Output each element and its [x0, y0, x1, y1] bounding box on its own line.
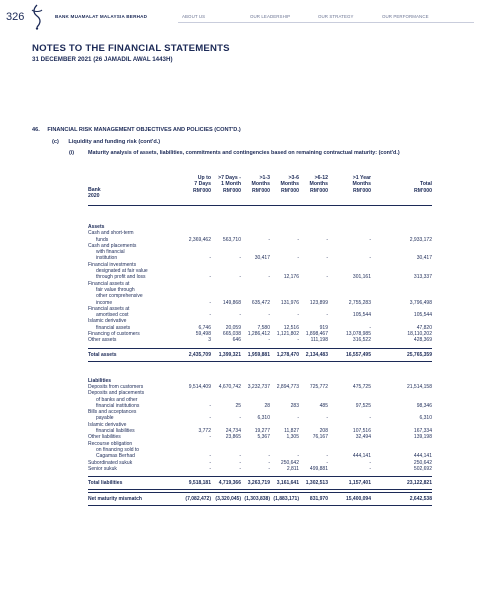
cell-value: 105,544	[352, 312, 371, 319]
corner-bank: Bank	[88, 187, 101, 193]
cell-value: 6,310	[419, 415, 432, 422]
cell-value: -	[209, 434, 211, 441]
cell-value: 32,494	[355, 434, 371, 441]
total-assets-row	[88, 348, 432, 362]
cell-value: 4,719,366	[218, 480, 241, 487]
row-label: Islamic derivative	[88, 318, 127, 325]
cell-value: 3,263,719	[247, 480, 270, 487]
row-label: amortised cost	[96, 312, 129, 319]
cell-value: 23,122,821	[406, 480, 432, 487]
cell-value: 502,692	[413, 465, 432, 472]
cell-value: -	[297, 337, 299, 344]
section-title: FINANCIAL RISK MANAGEMENT OBJECTIVES AND POLICIES (CONT'D.)	[47, 127, 241, 133]
cell-value: 111,198	[310, 337, 328, 344]
cell-value: 149,868	[222, 299, 241, 306]
cell-value: -	[326, 453, 328, 460]
column-header-line: 7 Days	[194, 181, 211, 188]
row-label: Financial assets at	[88, 305, 130, 312]
column-header-line: RM'000	[414, 187, 432, 194]
cell-value: 1,399,321	[218, 351, 241, 358]
subsection-label: (c)	[52, 139, 59, 145]
cell-value: 98,346	[416, 402, 432, 409]
cell-value: 2,933,172	[409, 236, 432, 243]
cell-value: 123,899	[309, 299, 328, 306]
cell-value: 1,121,802	[276, 331, 299, 338]
column-header-line: RM'000	[310, 187, 328, 194]
total-label: Net maturity mismatch	[88, 496, 142, 503]
cell-value: 139,198	[413, 434, 432, 441]
cell-value: 665,038	[222, 331, 241, 338]
cell-value: 20,059	[225, 324, 241, 331]
cell-value: 635,472	[251, 299, 270, 306]
cell-value: -	[268, 312, 270, 319]
cell-value: -	[209, 415, 211, 422]
cell-value: 7,580	[257, 324, 270, 331]
bank-logo-icon	[29, 4, 45, 30]
page-header	[0, 0, 480, 36]
nav-about-us[interactable]: ABOUT US	[182, 14, 206, 19]
table-row	[88, 243, 432, 262]
cell-value: 9,514,409	[188, 383, 211, 390]
cell-value: -	[209, 453, 211, 460]
cell-value: 475,725	[352, 383, 371, 390]
cell-value: 444,141	[352, 453, 371, 460]
subsubsection-label: (i)	[69, 150, 75, 156]
section-heading	[32, 127, 241, 133]
cell-value: 250,642	[280, 459, 299, 466]
column-header-line: RM'000	[193, 187, 211, 194]
table-row	[88, 306, 432, 319]
cell-value: -	[297, 453, 299, 460]
row-label: Financial investments	[88, 261, 137, 268]
cell-value: 2,435,709	[188, 351, 211, 358]
cell-value: 19,277	[254, 428, 270, 435]
page-subtitle: 31 DECEMBER 2021 (26 JAMADIL AWAL 1443H)	[32, 56, 173, 63]
cell-value: -	[209, 274, 211, 281]
cell-value: 24,734	[225, 428, 241, 435]
cell-value: 283	[290, 402, 299, 409]
cell-value: 3,161,641	[276, 480, 299, 487]
column-header-line: Months	[309, 181, 328, 188]
row-label: Bills and acceptances	[88, 409, 137, 416]
column-header	[396, 175, 432, 194]
cell-value: 5,367	[257, 434, 270, 441]
row-label: financial institutions	[96, 402, 140, 409]
cell-value: -	[326, 255, 328, 262]
column-header-line: RM'000	[223, 187, 241, 194]
column-header-line: Months	[280, 181, 299, 188]
cell-value: 563,710	[222, 236, 241, 243]
cell-value: -	[268, 337, 270, 344]
cell-value: 25,765,359	[406, 351, 432, 358]
cell-value: -	[209, 459, 211, 466]
column-header-line: >1-3	[259, 175, 270, 181]
header-divider	[178, 22, 474, 23]
section-number: 46.	[32, 127, 40, 133]
table-row	[88, 422, 432, 435]
cell-value: -	[268, 465, 270, 472]
row-label: Islamic derivative	[88, 421, 127, 428]
cell-value: 1,278,470	[276, 351, 299, 358]
cell-value: 30,417	[416, 255, 432, 262]
cell-value: 23,865	[225, 434, 241, 441]
cell-value: -	[369, 459, 371, 466]
cell-value: 76,167	[312, 434, 328, 441]
cell-value: 47,820	[416, 324, 432, 331]
column-header-line: 1 Month	[221, 181, 241, 188]
table-row	[88, 318, 432, 331]
row-label: on financing sold to	[96, 446, 140, 453]
cell-value: 59,498	[195, 331, 211, 338]
cell-value: -	[239, 453, 241, 460]
cell-value: -	[209, 299, 211, 306]
row-label: with financial	[96, 249, 125, 256]
cell-value: 16,557,495	[345, 351, 371, 358]
row-label: institution	[96, 255, 118, 262]
row-label: Recourse obligation	[88, 440, 133, 447]
cell-value: -	[326, 312, 328, 319]
table-row	[88, 466, 432, 472]
cell-value: -	[209, 465, 211, 472]
row-label: payable	[96, 415, 114, 422]
column-header-line: >3-6	[288, 175, 299, 181]
column-header-line: Months	[352, 181, 371, 188]
row-label: designated at fair value	[96, 268, 148, 275]
row-label: funds	[96, 236, 109, 243]
cell-value: -	[239, 312, 241, 319]
table-row	[88, 281, 432, 306]
cell-value: 30,417	[254, 255, 270, 262]
cell-value: 428,369	[413, 337, 432, 344]
subsection-title: Liquidity and funding risk (cont'd.)	[68, 139, 161, 145]
cell-value: -	[369, 324, 371, 331]
cell-value: 167,334	[413, 428, 432, 435]
cell-value: 1,959,881	[247, 351, 270, 358]
assets-heading: Assets	[88, 224, 105, 230]
row-label: Cash and placements	[88, 242, 137, 249]
row-label: Other liabilities	[88, 434, 121, 441]
row-label: Deposits from customers	[88, 383, 144, 390]
table-row	[88, 441, 432, 460]
row-label: Senior sukuk	[88, 465, 117, 472]
cell-value: -	[369, 465, 371, 472]
table-row	[88, 262, 432, 281]
table-body	[88, 224, 432, 506]
column-header-line: RM'000	[281, 187, 299, 194]
cell-value: 131,976	[280, 299, 299, 306]
cell-value: 12,516	[283, 324, 299, 331]
cell-value: 13,078,985	[345, 331, 371, 338]
column-header-line: >6-12	[314, 175, 328, 181]
row-label: Subordinated sukuk	[88, 459, 133, 466]
column-header-line: Months	[251, 181, 270, 188]
cell-value: -	[268, 274, 270, 281]
row-label: Other assets	[88, 337, 117, 344]
row-label: through profit and loss	[96, 274, 146, 281]
subsection-heading	[52, 139, 160, 145]
row-label: Deposits and placements	[88, 390, 145, 397]
cell-value: -	[326, 236, 328, 243]
cell-value: 3	[208, 337, 211, 344]
cell-value: 2,894,773	[276, 383, 299, 390]
row-label: of banks and other	[96, 396, 138, 403]
net-maturity-mismatch-row	[88, 492, 432, 506]
total-label: Total liabilities	[88, 480, 123, 487]
cell-value: 9,518,181	[188, 480, 211, 487]
cell-value: 28	[264, 402, 270, 409]
cell-value: -	[369, 255, 371, 262]
cell-value: 6,746	[198, 324, 211, 331]
cell-value: 2,811	[286, 465, 299, 472]
cell-value: 18,110,202	[407, 331, 432, 338]
cell-value: 97,525	[355, 402, 371, 409]
table-row	[88, 409, 432, 422]
cell-value: 2,642,538	[409, 496, 432, 503]
cell-value: -	[326, 415, 328, 422]
cell-value: -	[209, 255, 211, 262]
cell-value: 107,516	[352, 428, 371, 435]
cell-value: (1,303,838)	[244, 496, 270, 503]
cell-value: 485	[319, 402, 328, 409]
cell-value: 2,134,483	[305, 351, 328, 358]
cell-value: -	[297, 255, 299, 262]
row-label: Cash and short-term	[88, 230, 134, 237]
row-label: Financing of customers	[88, 331, 140, 338]
cell-value: -	[209, 402, 211, 409]
cell-value: -	[209, 312, 211, 319]
row-label: financial assets	[96, 324, 131, 331]
row-label: financial liabilities	[96, 428, 135, 435]
cell-value: 6,310	[257, 415, 270, 422]
cell-value: 3,232,737	[247, 383, 270, 390]
cell-value: -	[239, 274, 241, 281]
subsubsection-title: Maturity analysis of assets, liabilities, commitments and contingencies based on remaining contractual maturity: (cont'd.)	[88, 150, 400, 156]
cell-value: 1,305	[286, 434, 299, 441]
cell-value: -	[297, 415, 299, 422]
cell-value: -	[268, 453, 270, 460]
cell-value: 4,670,742	[218, 383, 241, 390]
table-row	[88, 337, 432, 343]
cell-value: 316,522	[352, 337, 371, 344]
nav-our-strategy[interactable]: OUR STRATEGY	[318, 14, 354, 19]
column-header-line: Total	[419, 181, 432, 188]
cell-value: 1,302,513	[305, 480, 328, 487]
table-row	[88, 230, 432, 243]
page-number: 326	[6, 11, 25, 23]
cell-value: 499,881	[309, 465, 328, 472]
cell-value: 313,337	[413, 274, 432, 281]
cell-value: 646	[232, 337, 241, 344]
cell-value: -	[239, 415, 241, 422]
column-header-line: >7 Days -	[218, 175, 241, 181]
row-label: fair value through	[96, 286, 135, 293]
cell-value: 1,157,401	[348, 480, 371, 487]
cell-value: 12,176	[283, 274, 299, 281]
cell-value: -	[297, 236, 299, 243]
cell-value: 301,161	[352, 274, 371, 281]
row-label: income	[96, 299, 113, 306]
column-header-line: Up to	[197, 175, 211, 181]
column-header-line: RM'000	[353, 187, 371, 194]
total-label: Total assets	[88, 351, 117, 358]
nav-our-performance[interactable]: OUR PERFORMANCE	[382, 14, 429, 19]
cell-value: -	[369, 236, 371, 243]
cell-value: -	[369, 415, 371, 422]
column-header-line: RM'000	[252, 187, 270, 194]
maturity-table	[88, 175, 432, 506]
table-row	[88, 390, 432, 409]
cell-value: 2,755,283	[348, 299, 371, 306]
cell-value: -	[239, 255, 241, 262]
cell-value: -	[268, 459, 270, 466]
nav-our-leadership[interactable]: OUR LEADERSHIP	[250, 14, 291, 19]
cell-value: (3,320,045)	[215, 496, 241, 503]
cell-value: -	[268, 236, 270, 243]
cell-value: 105,544	[413, 312, 432, 319]
cell-value: -	[239, 465, 241, 472]
cell-value: -	[326, 274, 328, 281]
cell-value: 15,400,094	[345, 496, 371, 503]
cell-value: 725,772	[309, 383, 328, 390]
column-header	[292, 175, 328, 194]
page-title: NOTES TO THE FINANCIAL STATEMENTS	[32, 43, 230, 54]
cell-value: 208	[319, 428, 328, 435]
table-header	[88, 175, 432, 206]
table-corner	[88, 187, 101, 200]
column-header	[335, 175, 371, 194]
brand-name: BANK MUAMALAT MALAYSIA BERHAD	[55, 14, 148, 19]
cell-value: 250,642	[413, 459, 432, 466]
cell-value: 3,772	[198, 428, 211, 435]
column-header-line: >1 Year	[352, 175, 371, 181]
cell-value: 11,827	[284, 428, 299, 435]
corner-year: 2020	[88, 193, 100, 200]
cell-value: 25	[235, 402, 241, 409]
cell-value: 2,369,462	[188, 236, 211, 243]
cell-value: -	[239, 459, 241, 466]
cell-value: 1,286,412	[247, 331, 270, 338]
cell-value: -	[297, 312, 299, 319]
liabilities-heading: Liabilities	[88, 377, 112, 384]
cell-value: 831,970	[309, 496, 328, 503]
row-label: Cagamas Berhad	[96, 453, 135, 460]
cell-value: -	[326, 459, 328, 466]
cell-value: (7,082,472)	[185, 496, 211, 503]
total-liabilities-row	[88, 476, 432, 490]
row-label: Financial assets at	[88, 280, 130, 287]
cell-value: 444,141	[413, 453, 432, 460]
cell-value: 919	[319, 324, 328, 331]
cell-value: (1,883,171)	[273, 496, 299, 503]
row-label: other comprehensive	[96, 293, 143, 300]
cell-value: 3,796,498	[409, 299, 432, 306]
cell-value: 1,898,467	[305, 331, 328, 338]
cell-value: 21,514,158	[406, 383, 432, 390]
